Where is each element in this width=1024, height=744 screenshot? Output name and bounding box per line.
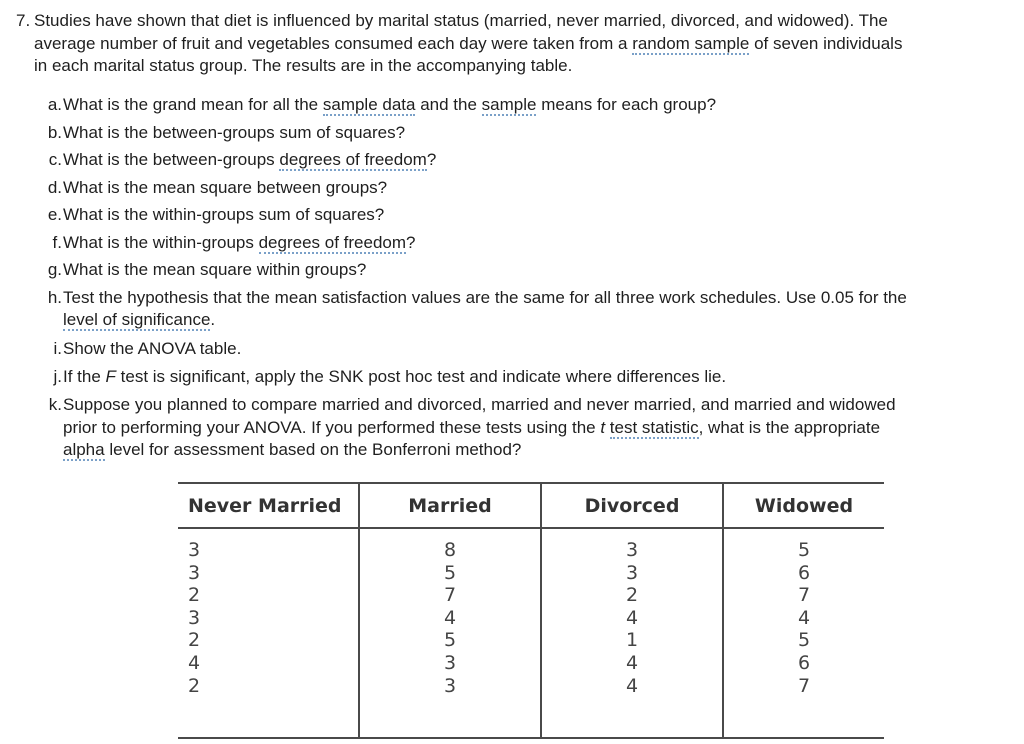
- question-text: What is the mean square between groups?: [63, 177, 388, 197]
- question-j: [42, 366, 1018, 389]
- question-letter: e.: [47, 205, 62, 224]
- header-divorced: Divorced: [541, 483, 723, 528]
- intro-line-2: [16, 33, 1018, 56]
- table-cell: 3: [188, 606, 201, 629]
- table-cell: 3: [443, 651, 457, 674]
- table-header-row: [178, 483, 884, 528]
- intro-line-3: in each marital status group. The results are in the accompanying table.: [34, 56, 573, 75]
- table-cell: 2: [188, 629, 201, 652]
- column-married: [359, 528, 541, 738]
- glossary-term-random-sample[interactable]: random sample: [632, 33, 750, 53]
- question-text: What is the mean square within groups?: [63, 260, 367, 279]
- question-text: test is significant, apply the SNK post hoc test and indicate where differences lie.: [115, 367, 727, 386]
- table-row: [178, 528, 884, 738]
- question-i: [42, 338, 1018, 361]
- table-cell: 3: [188, 539, 201, 561]
- table-cell: 4: [797, 606, 811, 629]
- glossary-term-alpha[interactable]: alpha: [63, 440, 105, 459]
- table-cell: 2: [188, 584, 201, 607]
- table-cell: 4: [443, 606, 457, 629]
- table-cell: 7: [797, 584, 811, 607]
- intro-text: average number of fruit and vegetables consumed each day were taken from a: [34, 33, 633, 53]
- intro-text: of seven individuals: [749, 33, 903, 53]
- question-text: What is the within-groups sum of squares?: [63, 205, 385, 224]
- glossary-term-sample[interactable]: sample: [481, 95, 537, 114]
- question-text: ?: [426, 150, 437, 169]
- glossary-term-degrees-of-freedom[interactable]: degrees of freedom: [279, 150, 427, 169]
- table-cell: 3: [625, 539, 639, 561]
- question-a: [42, 94, 1018, 117]
- question-text: What is the between-groups sum of squares?: [63, 122, 406, 142]
- question-letter: d.: [47, 177, 62, 197]
- table-cell: 2: [625, 584, 639, 607]
- intro-line-1: Studies have shown that diet is influenced by marital status (married, never married, divorced, and widowed). The: [34, 11, 888, 30]
- question-letter: k.: [48, 395, 62, 414]
- question-text: .: [210, 310, 216, 329]
- question-h: [42, 287, 1018, 332]
- question-c: [42, 149, 1018, 172]
- glossary-term-test-statistic[interactable]: test statistic: [609, 417, 699, 437]
- table-cell: 6: [797, 561, 811, 584]
- question-d: [42, 177, 1018, 200]
- table-cell: 7: [797, 674, 811, 697]
- question-text: If the: [63, 367, 106, 386]
- column-widowed: [723, 528, 884, 738]
- question-letter: b.: [47, 122, 62, 142]
- question-text: means for each group?: [536, 95, 717, 114]
- table-cell: 6: [797, 651, 811, 674]
- question-k: [42, 394, 1018, 462]
- header-never-married: Never Married: [178, 483, 359, 528]
- question-letter: f.: [52, 232, 62, 252]
- question-letter: j.: [53, 367, 62, 386]
- header-widowed: Widowed: [723, 483, 884, 528]
- question-text: Test the hypothesis that the mean satisfaction values are the same for all three work schedules. Use 0.05 for the: [63, 287, 907, 307]
- question-letter: c.: [48, 150, 62, 169]
- question-text: Show the ANOVA table.: [63, 339, 242, 358]
- table-cell: 4: [625, 651, 639, 674]
- table-cell: 3: [443, 674, 457, 697]
- table-cell: 2: [188, 674, 201, 697]
- question-g: [42, 259, 1018, 282]
- question-letter: h.: [47, 287, 62, 307]
- table-cell: 4: [625, 674, 639, 697]
- table-cell: 5: [797, 539, 811, 561]
- table-cell: 5: [443, 561, 457, 584]
- glossary-term-level-of-significance[interactable]: level of significance: [63, 310, 211, 329]
- question-text: Suppose you planned to compare married and divorced, married and never married, and married and widowed: [63, 395, 896, 414]
- table-cell: 5: [797, 629, 811, 652]
- table-cell: 4: [625, 606, 639, 629]
- question-f: [42, 232, 1018, 255]
- table-cell: 4: [188, 651, 201, 674]
- question-text: What is the within-groups: [63, 232, 259, 252]
- column-never-married: [178, 528, 359, 738]
- glossary-term-sample-data[interactable]: sample data: [322, 95, 416, 114]
- table-cell: 1: [625, 629, 639, 652]
- question-text: What is the grand mean for all the: [63, 95, 323, 114]
- column-divorced: [541, 528, 723, 738]
- question-b: [42, 122, 1018, 145]
- glossary-term-degrees-of-freedom[interactable]: degrees of freedom: [258, 232, 407, 252]
- question-text: prior to performing your ANOVA. If you performed these tests using the: [63, 417, 601, 437]
- question-text: What is the between-groups: [63, 150, 280, 169]
- question-letter: a.: [47, 95, 62, 114]
- data-table: [178, 482, 884, 739]
- question-italic-f: F: [105, 367, 116, 386]
- problem-number: 7.: [16, 11, 31, 30]
- table-cell: 5: [443, 629, 457, 652]
- table-cell: 8: [443, 539, 457, 561]
- question-letter: i.: [53, 339, 62, 358]
- table-cell: 7: [443, 584, 457, 607]
- question-text: and the: [415, 95, 482, 114]
- question-letter: g.: [47, 260, 62, 279]
- question-text: , what is the appropriate: [698, 417, 881, 437]
- table-cell: 3: [188, 561, 201, 584]
- question-italic-t: t: [600, 417, 606, 437]
- question-e: [42, 204, 1018, 227]
- header-married: Married: [359, 483, 541, 528]
- table-cell: 3: [625, 561, 639, 584]
- problem-intro: [16, 10, 1018, 78]
- question-text: ?: [406, 232, 416, 252]
- question-text: level for assessment based on the Bonferroni method?: [104, 440, 522, 459]
